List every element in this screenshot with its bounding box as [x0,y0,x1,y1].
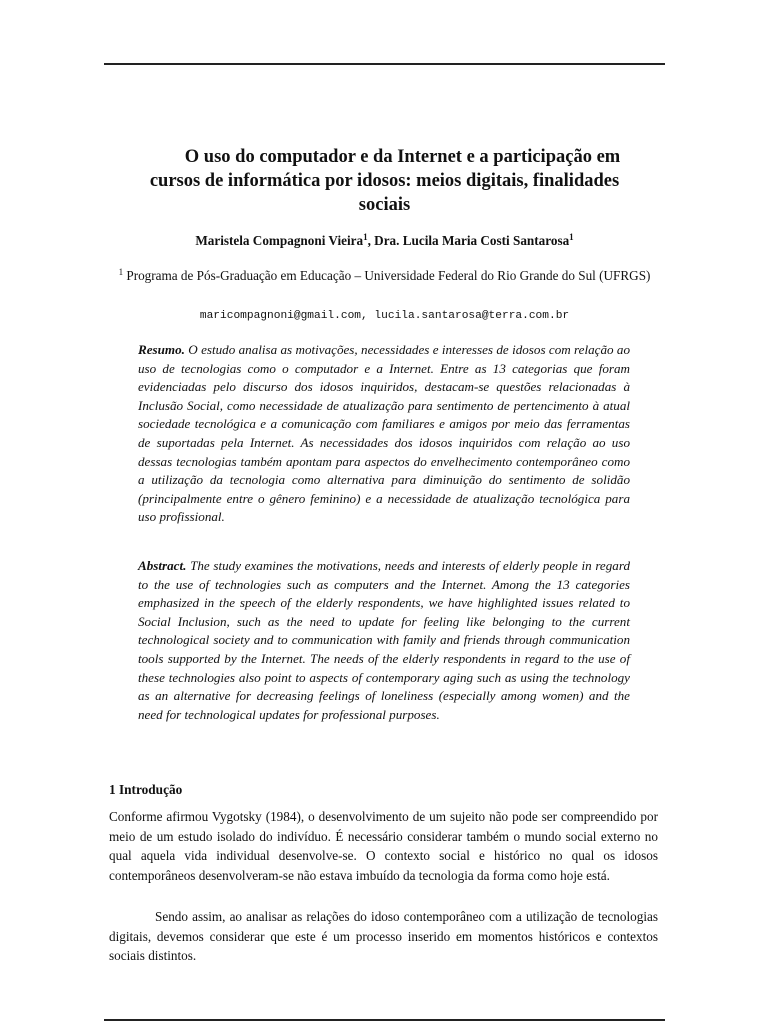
author-name: Dra. Lucila Maria Costi Santarosa [374,233,570,248]
abstract-text: The study examines the motivations, needs and interests of elderly people in regard to the use of technologies such as computers and the Internet. Among the 13 categories emphasized in the speech of the elderly respondents, we have highlighted issues related to Social Inclusion, such as the need to update for feeling like belonging to the current technological society and to communication with family and friends through communication tools supported by the Internet. The needs of the elderly respondents in regard to the use of these technologies also point to aspects of contemporary aging such as using the technology as an alternative for decreasing feelings of loneliness (especially among women) and the need for technological updates for professional purposes. [138,558,630,722]
abstract-label: Abstract. [138,558,187,573]
body-paragraph: Conforme afirmou Vygotsky (1984), o desenvolvimento de um sujeito não pode ser compreendido por meio de um estudo isolado do indivíduo. É necessário considerar também o mundo social externo no qual aquela vida individual desenvolve-se. O contexto social e histórico no qual os idosos contemporâneos desenvolveram-se não estava imbuído da tecnologia da forma como hoje está. [109,809,658,883]
abstract-block [138,557,630,724]
title-line: O uso do computador e da Internet e a participação em [184,147,621,167]
paper-title [104,145,665,217]
section-heading: 1 Introdução [109,782,183,797]
author-emails: maricompagnoni@gmail.com, lucila.santarosa@terra.com.br [199,310,570,322]
resumo-label: Resumo. [138,342,185,357]
title-line: sociais [358,195,411,215]
affiliation-mark: 1 [569,232,574,242]
top-rule [104,63,665,65]
author-list [104,232,665,250]
affiliation [104,266,665,285]
affiliation-text: Programa de Pós-Graduação em Educação – Universidade Federal do Rio Grande do Sul (UFRGS) [126,268,651,283]
affiliation-mark: 1 [118,267,124,277]
resumo-text: O estudo analisa as motivações, necessidades e interesses de idosos com relação ao uso de tecnologias como o computador e a Internet. Entre as 13 categorias que foram evidenciadas pelo discurso dos idosos inquiridos, destacam-se questões relacionadas à Inclusão Social, como necessidade de atualização para sentimento de pertencimento à atual sociedade tecnológica e a comunicação com familiares e amigos por meio das ferramentas de suportadas pela Internet. As necessidades dos idosos inquiridos com relação ao uso dessas tecnologias também apontam para aspectos do envelhecimento contemporâneo como a utilização da tecnologia como alternativa para diminuição do sentimento de solidão (principalmente entre o gênero feminino) e a necessidade de atualização tecnológica para uso profissional. [138,342,630,525]
resumo-block [138,341,630,527]
author-separator: , [367,233,375,248]
bottom-rule [104,1019,665,1021]
affiliation-mark: 1 [363,232,368,242]
title-line: cursos de informática por idosos: meios digitais, finalidades [149,171,620,191]
author-name: Maristela Compagnoni Vieira [195,233,364,248]
body-paragraph: Sendo assim, ao analisar as relações do idoso contemporâneo com a utilização de tecnologias digitais, devemos considerar que este é um processo inserido em momentos históricos e contextos sociais distintos. [109,909,658,963]
